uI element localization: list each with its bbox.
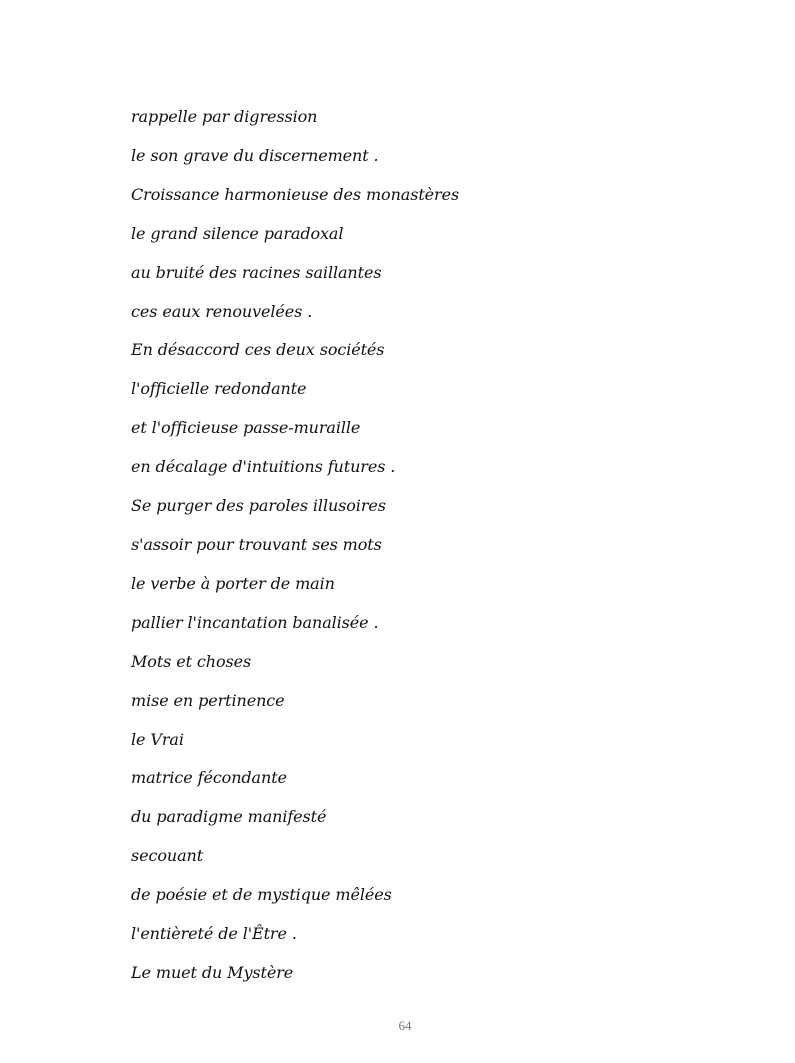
poem-line: au bruité des racines saillantes [131, 262, 382, 282]
poem-line: Le muet du Mystère [131, 962, 294, 982]
poem-line: le grand silence paradoxal [131, 223, 344, 243]
page-number: 64 [398, 1018, 412, 1033]
poem-line: l'entièreté de l'Être . [131, 924, 297, 944]
poem-text [131, 98, 459, 993]
poem-line: le verbe à porter de main [131, 573, 335, 593]
poem-line: rappelle par digression [131, 107, 318, 126]
poem-line: Croissance harmonieuse des monastères [131, 184, 460, 204]
poem-line: En désaccord ces deux sociétés [131, 340, 385, 360]
poem-line: ces eaux renouvelées . [131, 301, 313, 321]
poem-line: secouant [131, 846, 204, 866]
poem-line: Se purger des paroles illusoires [131, 496, 386, 516]
poem-line: le Vrai [131, 729, 184, 749]
poem-line: mise en pertinence [131, 690, 285, 710]
poem-line: pallier l'incantation banalisée . [131, 612, 379, 632]
poem-line: de poésie et de mystique mêlées [131, 885, 392, 905]
poem-line: l'officielle redondante [131, 379, 307, 399]
poem-line: et l'officieuse passe-muraille [131, 418, 361, 438]
poem-line: du paradigme manifesté [131, 807, 327, 827]
poem-line: le son grave du discernement . [131, 145, 379, 165]
poem-line: Mots et choses [131, 651, 252, 671]
poem-line: matrice fécondante [131, 768, 287, 788]
poem-line: en décalage d'intuitions futures . [131, 457, 396, 477]
poem-line: s'assoir pour trouvant ses mots [131, 534, 382, 554]
